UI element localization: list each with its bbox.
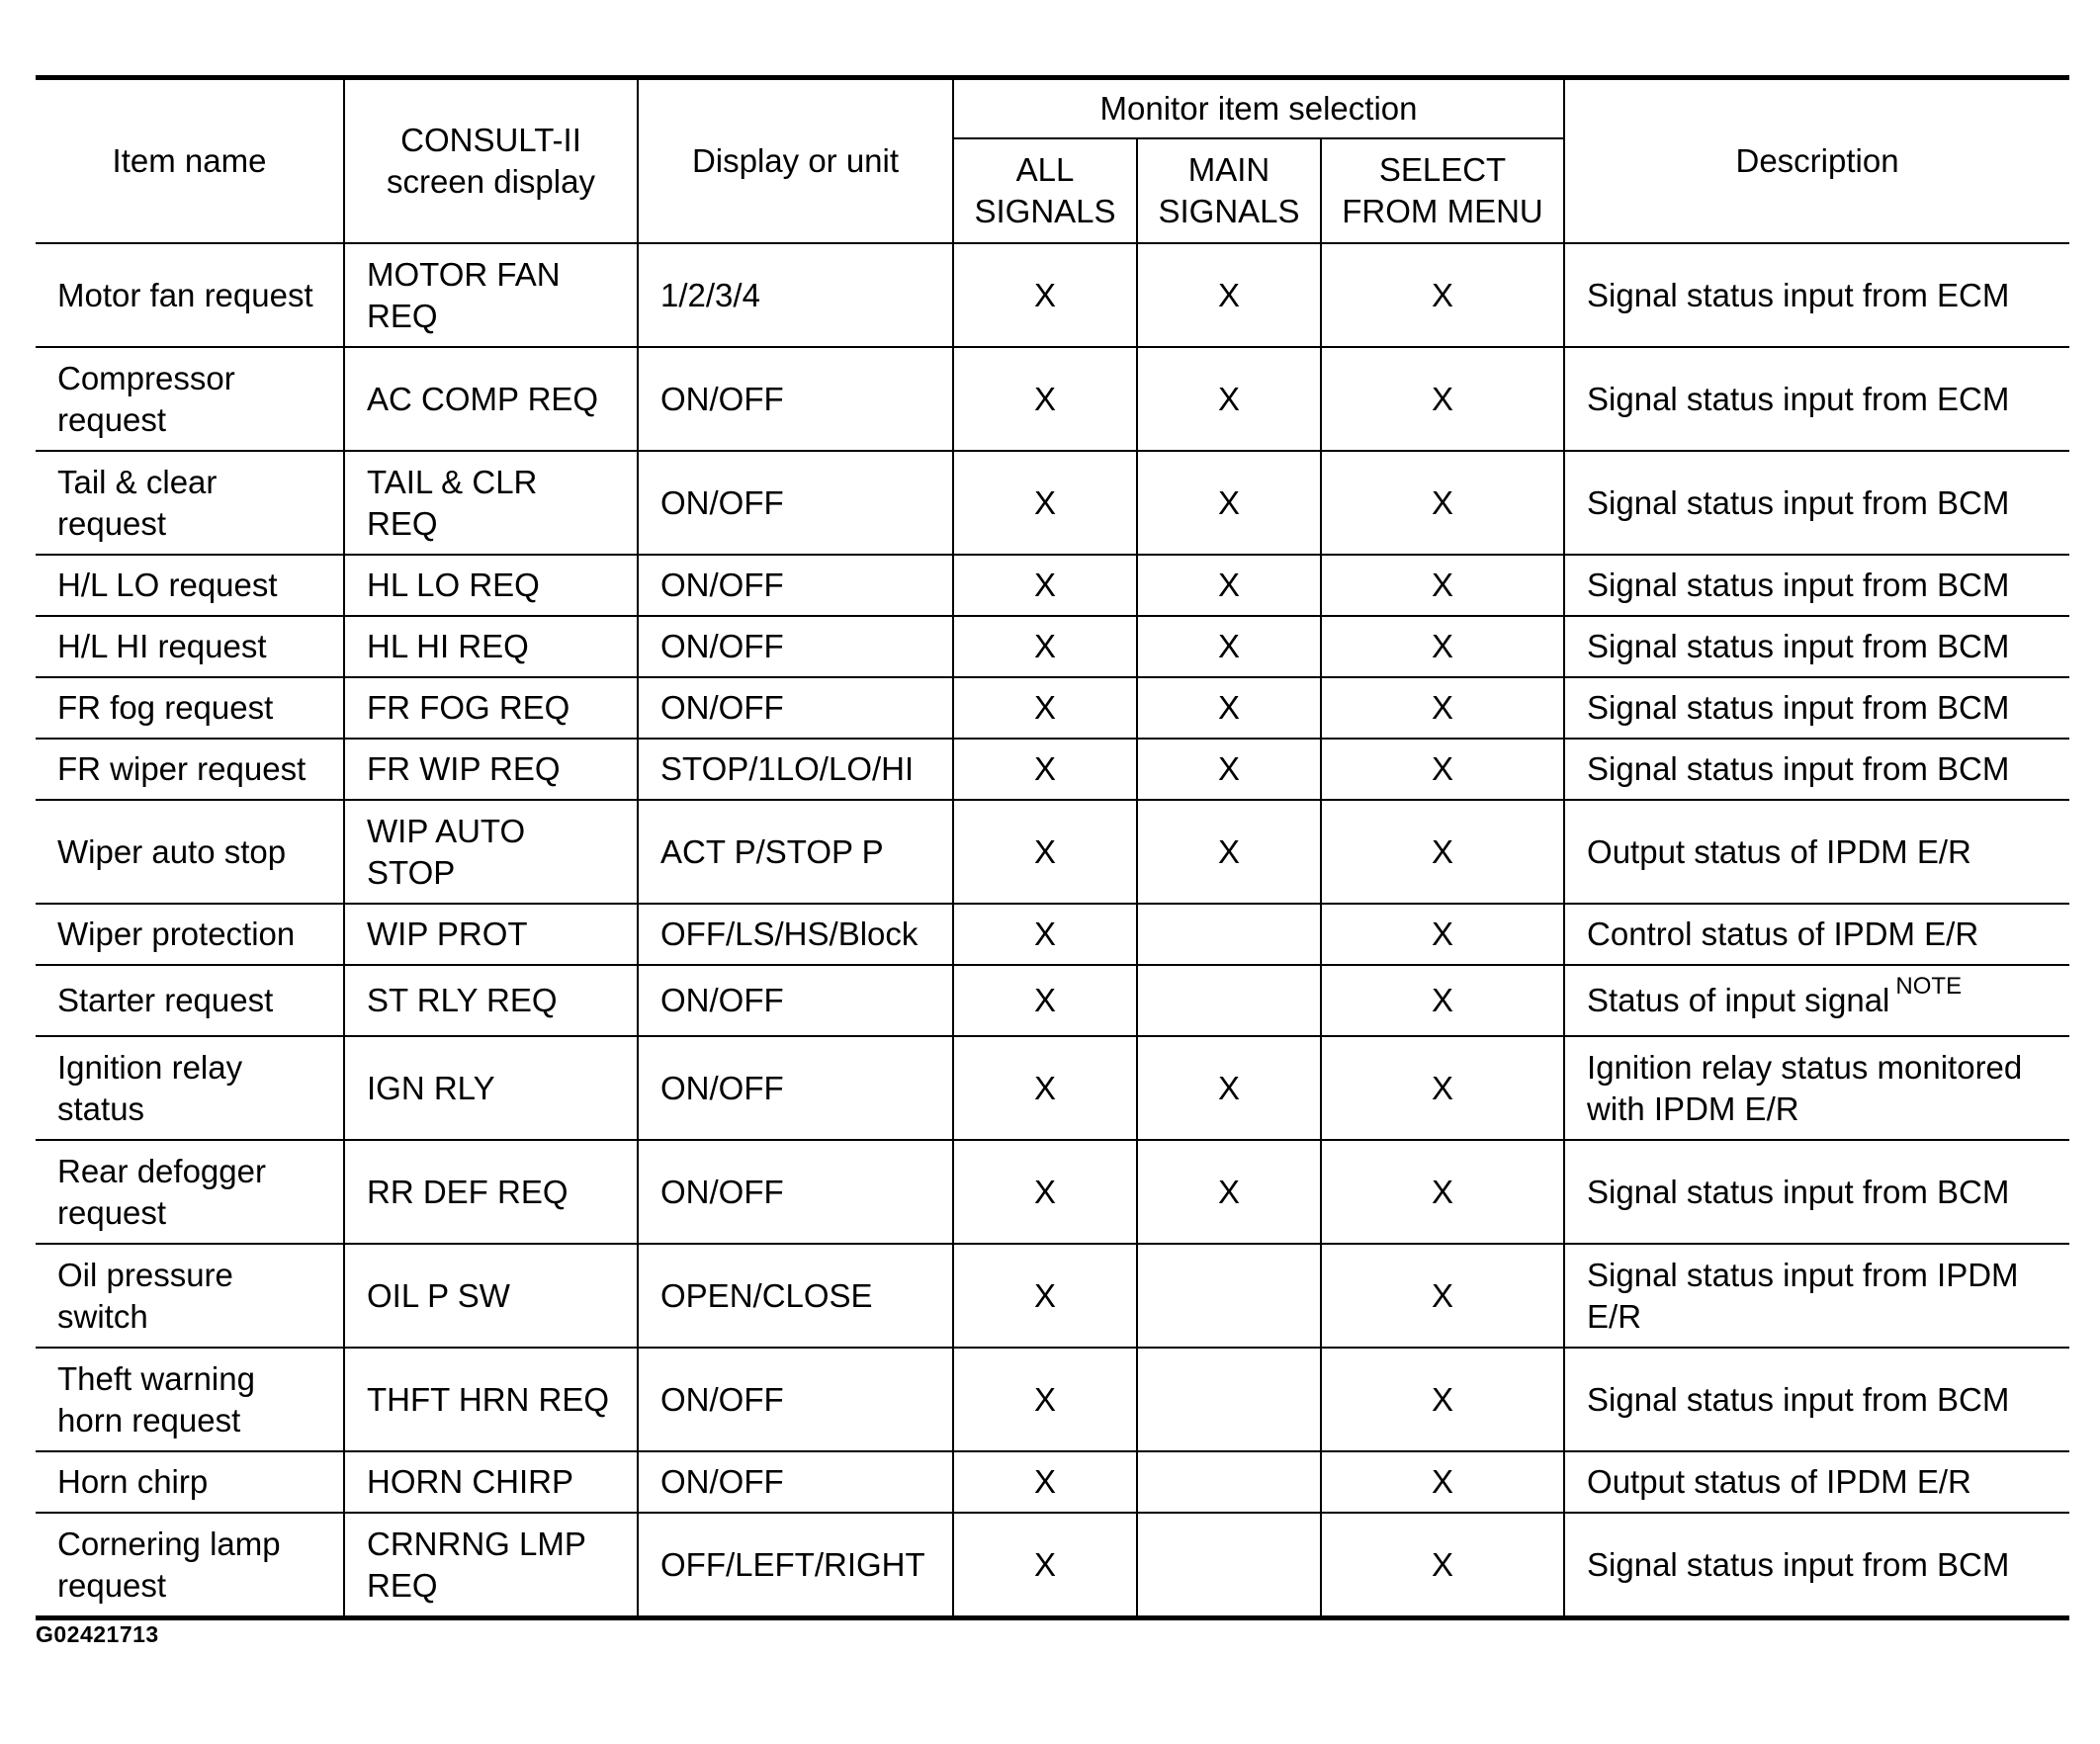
table-row: [36, 1140, 2069, 1244]
table-row: [36, 451, 2069, 555]
monitor-item-table: [36, 75, 2069, 1620]
table-row: [36, 1451, 2069, 1513]
cell-all-signals: X: [953, 616, 1137, 677]
cell-all-signals: X: [953, 347, 1137, 451]
cell-item-name: Ignition relay status: [36, 1036, 344, 1140]
cell-display-unit: ACT P/STOP P: [638, 800, 953, 904]
cell-display-unit: ON/OFF: [638, 1451, 953, 1513]
header-consult-display-line2: screen display: [387, 163, 595, 200]
cell-main-signals: [1137, 1451, 1321, 1513]
cell-all-signals: X: [953, 555, 1137, 616]
table-row: [36, 347, 2069, 451]
cell-display-unit: ON/OFF: [638, 1140, 953, 1244]
cell-main-signals: X: [1137, 739, 1321, 800]
cell-main-signals: X: [1137, 800, 1321, 904]
cell-description: Signal status input from ECM: [1564, 243, 2069, 347]
cell-consult-display: THFT HRN REQ: [344, 1348, 638, 1451]
cell-select-from-menu: X: [1321, 1140, 1564, 1244]
cell-item-name: H/L LO request: [36, 555, 344, 616]
cell-select-from-menu: X: [1321, 555, 1564, 616]
cell-all-signals: X: [953, 243, 1137, 347]
cell-all-signals: X: [953, 1451, 1137, 1513]
cell-consult-display: HORN CHIRP: [344, 1451, 638, 1513]
cell-select-from-menu: X: [1321, 1451, 1564, 1513]
cell-consult-display: WIP AUTO STOP: [344, 800, 638, 904]
table-row: [36, 555, 2069, 616]
cell-select-from-menu: X: [1321, 347, 1564, 451]
header-description: Description: [1564, 78, 2069, 244]
table-row: [36, 616, 2069, 677]
table-row: [36, 677, 2069, 739]
cell-item-name: Starter request: [36, 965, 344, 1036]
cell-description: Signal status input from BCM: [1564, 555, 2069, 616]
cell-all-signals: X: [953, 1036, 1137, 1140]
cell-consult-display: AC COMP REQ: [344, 347, 638, 451]
table-row: [36, 1036, 2069, 1140]
header-item-name: Item name: [36, 78, 344, 244]
cell-item-name: Rear defogger request: [36, 1140, 344, 1244]
cell-all-signals: X: [953, 739, 1137, 800]
cell-description: Signal status input from BCM: [1564, 677, 2069, 739]
cell-main-signals: X: [1137, 451, 1321, 555]
cell-description: Status of input signal $^{NOTE}$: [1564, 965, 2069, 1036]
cell-all-signals: X: [953, 965, 1137, 1036]
note-superscript: NOTE: [1895, 973, 1963, 1000]
cell-display-unit: ON/OFF: [638, 616, 953, 677]
cell-description: Signal status input from BCM: [1564, 1513, 2069, 1618]
cell-display-unit: ON/OFF: [638, 451, 953, 555]
cell-select-from-menu: X: [1321, 677, 1564, 739]
cell-select-from-menu: X: [1321, 1036, 1564, 1140]
cell-display-unit: ON/OFF: [638, 965, 953, 1036]
table-row: [36, 1244, 2069, 1348]
cell-main-signals: X: [1137, 1036, 1321, 1140]
cell-consult-display: ST RLY REQ: [344, 965, 638, 1036]
cell-display-unit: ON/OFF: [638, 1036, 953, 1140]
cell-item-name: H/L HI request: [36, 616, 344, 677]
cell-select-from-menu: X: [1321, 616, 1564, 677]
cell-description: Signal status input from BCM: [1564, 1348, 2069, 1451]
table-row: [36, 1348, 2069, 1451]
cell-consult-display: TAIL & CLR REQ: [344, 451, 638, 555]
cell-consult-display: HL HI REQ: [344, 616, 638, 677]
cell-main-signals: X: [1137, 347, 1321, 451]
cell-all-signals: X: [953, 1244, 1137, 1348]
cell-display-unit: OPEN/CLOSE: [638, 1244, 953, 1348]
header-consult-display: [344, 78, 638, 244]
cell-description: Ignition relay status monitored with IPDM E/R: [1564, 1036, 2069, 1140]
header-consult-display-line1: CONSULT-II: [400, 122, 581, 158]
table-row: [36, 904, 2069, 965]
cell-consult-display: OIL P SW: [344, 1244, 638, 1348]
cell-consult-display: FR WIP REQ: [344, 739, 638, 800]
cell-description: Signal status input from BCM: [1564, 616, 2069, 677]
cell-consult-display: WIP PROT: [344, 904, 638, 965]
cell-main-signals: [1137, 1244, 1321, 1348]
header-all-signals: ALL SIGNALS: [953, 138, 1137, 243]
table-header: [36, 78, 2069, 244]
cell-select-from-menu: X: [1321, 1513, 1564, 1618]
cell-select-from-menu: X: [1321, 451, 1564, 555]
cell-all-signals: X: [953, 904, 1137, 965]
cell-display-unit: ON/OFF: [638, 1348, 953, 1451]
cell-main-signals: [1137, 904, 1321, 965]
cell-consult-display: IGN RLY: [344, 1036, 638, 1140]
cell-item-name: Oil pressure switch: [36, 1244, 344, 1348]
cell-description: Signal status input from ECM: [1564, 347, 2069, 451]
cell-item-name: Theft warning horn request: [36, 1348, 344, 1451]
cell-all-signals: X: [953, 677, 1137, 739]
cell-item-name: Tail & clear request: [36, 451, 344, 555]
cell-select-from-menu: X: [1321, 800, 1564, 904]
cell-consult-display: MOTOR FAN REQ: [344, 243, 638, 347]
cell-description: Signal status input from BCM: [1564, 1140, 2069, 1244]
table-body: [36, 243, 2069, 1618]
cell-description: Signal status input from BCM: [1564, 739, 2069, 800]
cell-all-signals: X: [953, 1140, 1137, 1244]
table-row: [36, 965, 2069, 1036]
cell-main-signals: X: [1137, 555, 1321, 616]
cell-description: Control status of IPDM E/R: [1564, 904, 2069, 965]
cell-select-from-menu: X: [1321, 1244, 1564, 1348]
cell-item-name: FR fog request: [36, 677, 344, 739]
cell-select-from-menu: X: [1321, 965, 1564, 1036]
cell-item-name: Cornering lamp request: [36, 1513, 344, 1618]
cell-consult-display: RR DEF REQ: [344, 1140, 638, 1244]
cell-main-signals: X: [1137, 677, 1321, 739]
cell-select-from-menu: X: [1321, 904, 1564, 965]
cell-consult-display: CRNRNG LMP REQ: [344, 1513, 638, 1618]
figure-id: G02421713: [36, 1621, 159, 1647]
cell-select-from-menu: X: [1321, 243, 1564, 347]
table-row: [36, 243, 2069, 347]
cell-display-unit: ON/OFF: [638, 555, 953, 616]
cell-select-from-menu: X: [1321, 739, 1564, 800]
cell-item-name: Horn chirp: [36, 1451, 344, 1513]
cell-description: Signal status input from BCM: [1564, 451, 2069, 555]
cell-all-signals: X: [953, 800, 1137, 904]
header-main-signals: MAIN SIGNALS: [1137, 138, 1321, 243]
cell-display-unit: OFF/LS/HS/Block: [638, 904, 953, 965]
cell-item-name: FR wiper request: [36, 739, 344, 800]
cell-item-name: Compressor request: [36, 347, 344, 451]
cell-main-signals: X: [1137, 1140, 1321, 1244]
cell-consult-display: FR FOG REQ: [344, 677, 638, 739]
cell-select-from-menu: X: [1321, 1348, 1564, 1451]
header-monitor-item-selection: Monitor item selection: [953, 78, 1564, 139]
cell-display-unit: STOP/1LO/LO/HI: [638, 739, 953, 800]
cell-all-signals: X: [953, 1513, 1137, 1618]
cell-description: Output status of IPDM E/R: [1564, 800, 2069, 904]
cell-item-name: Motor fan request: [36, 243, 344, 347]
table-row: [36, 1513, 2069, 1618]
table-row: [36, 739, 2069, 800]
monitor-item-table-container: [36, 75, 2069, 1620]
cell-main-signals: X: [1137, 243, 1321, 347]
table-row: [36, 800, 2069, 904]
cell-item-name: Wiper auto stop: [36, 800, 344, 904]
cell-item-name: Wiper protection: [36, 904, 344, 965]
cell-display-unit: ON/OFF: [638, 347, 953, 451]
cell-description: Signal status input from IPDM E/R: [1564, 1244, 2069, 1348]
cell-main-signals: [1137, 1513, 1321, 1618]
header-display-unit: Display or unit: [638, 78, 953, 244]
cell-description: Output status of IPDM E/R: [1564, 1451, 2069, 1513]
header-select-from-menu: SELECT FROM MENU: [1321, 138, 1564, 243]
cell-consult-display: HL LO REQ: [344, 555, 638, 616]
cell-display-unit: 1/2/3/4: [638, 243, 953, 347]
cell-display-unit: ON/OFF: [638, 677, 953, 739]
cell-main-signals: X: [1137, 616, 1321, 677]
cell-all-signals: X: [953, 1348, 1137, 1451]
cell-main-signals: [1137, 1348, 1321, 1451]
cell-main-signals: [1137, 965, 1321, 1036]
cell-display-unit: OFF/LEFT/RIGHT: [638, 1513, 953, 1618]
cell-all-signals: X: [953, 451, 1137, 555]
